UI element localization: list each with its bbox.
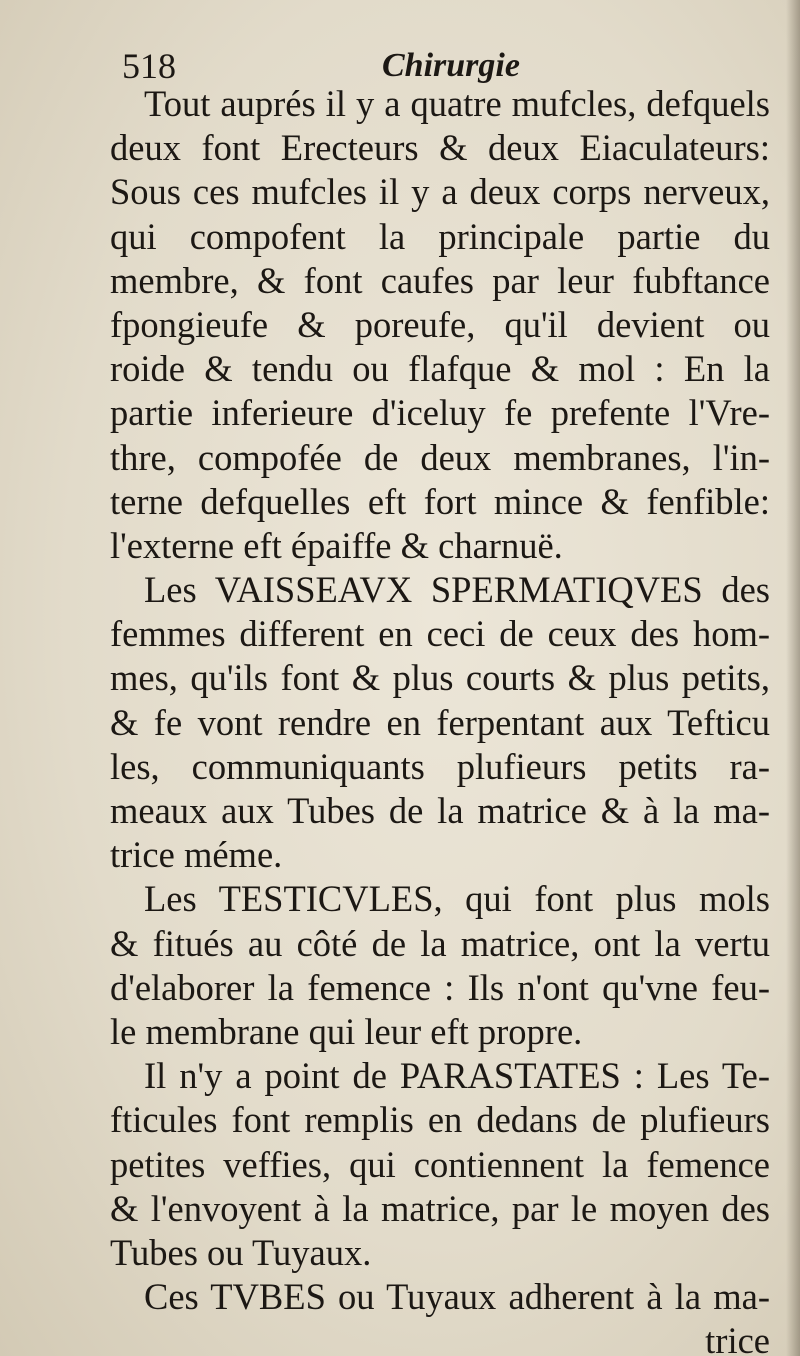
page-number: 518 bbox=[122, 46, 176, 86]
text-line: membre, & font caufes par leur fubftance bbox=[110, 259, 770, 301]
text-line: Tubes ou Tuyaux. bbox=[110, 1231, 372, 1273]
text-line: thre, compofée de deux membranes, l'in- bbox=[110, 436, 770, 478]
text-line: deux font Erecteurs & deux Eiaculateurs: bbox=[110, 127, 770, 169]
text-line: & l'envoyent à la matrice, par le moyen des bbox=[110, 1187, 770, 1229]
text-line: meaux aux Tubes de la matrice & à la ma- bbox=[110, 790, 770, 831]
text-line: mes, qu'ils font & plus courts & plus petits, bbox=[110, 657, 770, 699]
text-line: Tout auprés il y a quatre mufcles, defquels bbox=[144, 83, 770, 124]
text-line: & fe vont rendre en ferpentant aux Tefticu bbox=[110, 701, 770, 743]
page-edge-shadow bbox=[786, 0, 800, 1356]
text-line: trice méme. bbox=[110, 834, 283, 876]
text-line: le membrane qui leur eft propre. bbox=[110, 1010, 583, 1052]
body-text bbox=[110, 82, 770, 1356]
text-line: les, communiquants plufieurs petits ra- bbox=[110, 745, 770, 787]
text-line: l'externe eft épaiffe & charnuë. bbox=[110, 524, 563, 566]
text-line: & fitués au côté de la matrice, ont la vertu bbox=[110, 922, 770, 964]
text-line: Il n'y a point de PARASTATES : Les Te- bbox=[144, 1055, 770, 1097]
running-title: Chirurgie bbox=[382, 47, 520, 84]
text-line: Sous ces mufcles il y a deux corps nerveux, bbox=[110, 171, 770, 213]
text-line: petites veffies, qui contiennent la femence bbox=[110, 1143, 770, 1185]
text-line: d'elaborer la femence : Ils n'ont qu'vne feu- bbox=[110, 966, 770, 1008]
text-line: Les VAISSEAVX SPERMATIQVES des bbox=[144, 569, 770, 611]
text-line: Ces TVBES ou Tuyaux adherent à la ma- bbox=[144, 1276, 770, 1318]
text-line: roide & tendu ou flafque & mol : En la bbox=[110, 348, 770, 390]
text-line: terne defquelles eft fort mince & fenfible: bbox=[110, 480, 770, 522]
text-line: femmes different en ceci de ceux des hom- bbox=[110, 613, 770, 655]
text-line: fticules font remplis en dedans de plufieurs bbox=[110, 1099, 770, 1141]
text-line: qui compofent la principale partie du bbox=[110, 215, 770, 257]
text-line: Les TESTICVLES, qui font plus mols bbox=[144, 878, 770, 920]
text-line: fpongieufe & poreufe, qu'il devient ou bbox=[110, 303, 770, 345]
text-line: partie inferieure d'iceluy fe prefente l'Vre- bbox=[110, 392, 770, 434]
catchword: trice bbox=[705, 1320, 770, 1356]
